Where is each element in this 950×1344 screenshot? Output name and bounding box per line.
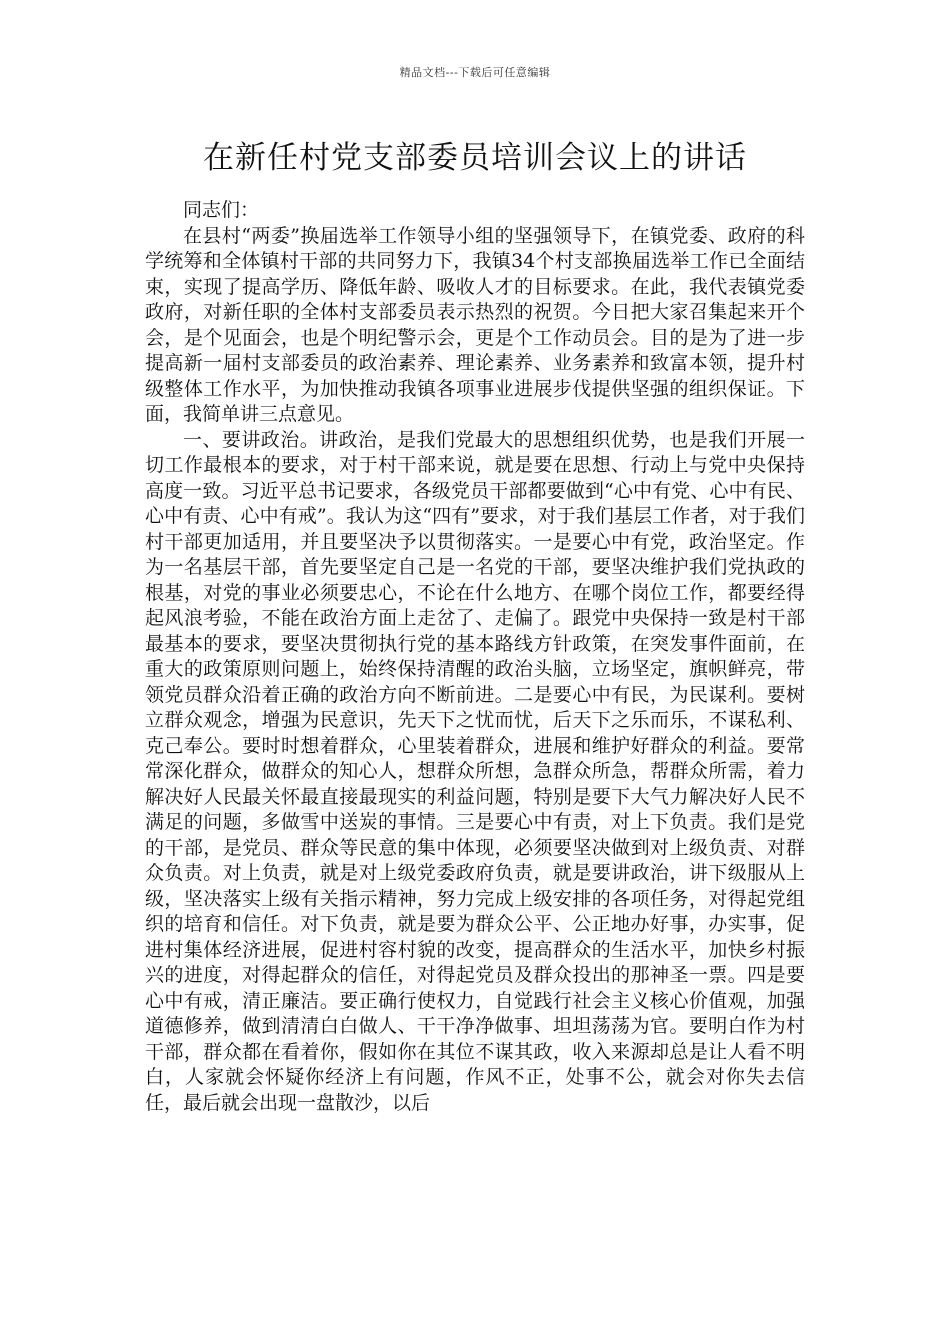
greeting: 同志们： <box>183 199 260 221</box>
document-body <box>145 198 805 1116</box>
header-note: 精品文档---下载后可任意编辑 <box>399 66 551 79</box>
paragraph-politics: 一、要讲政治。讲政治，是我们党最大的思想组织优势，也是我们开展一切工作最根本的要求，对于村干部来说，就是要在思想、行动上与党中央保持高度一致。习近平总书记要求，各级党员干部都要做到“心中有党、心中有民、心中有责、心中有戒”。我认为这“四有”要求，对于我们基层工作者，对于我们村干部更加适用，并且要坚决予以贯彻落实。一是要心中有党，政治坚定。作为一名基层干部，首先要坚定自己是一名党的干部，要坚决维护我们党执政的根基，对党的事业必须要忠心，不论在什么地方、在哪个岗位工作，都要经得起风浪考验，不能在政治方面上走岔了、走偏了。跟党中央保持一致是村干部最基本的要求，要坚决贯彻执行党的基本路线方针政策，在突发事件面前，在重大的政策原则问题上，始终保持清醒的政治头脑，立场坚定，旗帜鲜亮，带领党员群众沿着正确的政治方向不断前进。二是要心中有民，为民谋利。要树立群众观念，增强为民意识，先天下之忧而忧，后天下之乐而乐，不谋私利、克己奉公。要时时想着群众，心里装着群众，进展和维护好群众的利益。要常常深化群众，做群众的知心人，想群众所想，急群众所急，帮群众所需，着力解决好人民最关怀最直接最现实的利益问题，特别是要下大气力解决好人民不满足的问题，多做雪中送炭的事情。三是要心中有责，对上下负责。我们是党的干部，是党员、群众等民意的集中体现，必须要坚决做到对上级负责、对群众负责。对上负责，就是对上级党委政府负责，就是要讲政治，讲下级服从上级，坚决落实上级有关指示精神，努力完成上级安排的各项任务，对得起党组织的培育和信任。对下负责，就是要为群众公平、公正地办好事，办实事，促进村集体经济进展，促进村容村貌的改变，提高群众的生活水平，加快乡村振兴的进度，对得起群众的信任，对得起党员及群众投出的那神圣一票。四是要心中有戒，清正廉洁。要正确行使权力，自觉践行社会主义核心价值观，加强道德修养，做到清清白白做人、干干净净做事、坦坦荡荡为官。要明白作为村干部，群众都在看着你，假如你在其位不谋其政，收入来源却总是让人看不明白，人家就会怀疑你经济上有问题，作风不正，处事不公，就会对你失去信任，最后就会出现一盘散沙，以后 <box>145 428 805 1114</box>
document-title: 在新任村党支部委员培训会议上的讲话 <box>203 140 747 176</box>
paragraph-intro: 在县村“两委”换届选举工作领导小组的坚强领导下，在镇党委、政府的科学统筹和全体镇村干部的共同努力下，我镇34个村支部换届选举工作已全面结束，实现了提高学历、降低年龄、吸收人才的目标要求。在此，我代表镇党委政府，对新任职的全体村支部委员表示热烈的祝贺。今日把大家召集起来开个会，是个见面会，也是个明纪警示会，更是个工作动员会。目的是为了进一步提高新一届村支部委员的政治素养、理论素养、业务素养和致富本领，提升村级整体工作水平，为加快推动我镇各项事业进展步伐提供坚强的组织保证。下面，我简单讲三点意见。 <box>145 224 805 425</box>
